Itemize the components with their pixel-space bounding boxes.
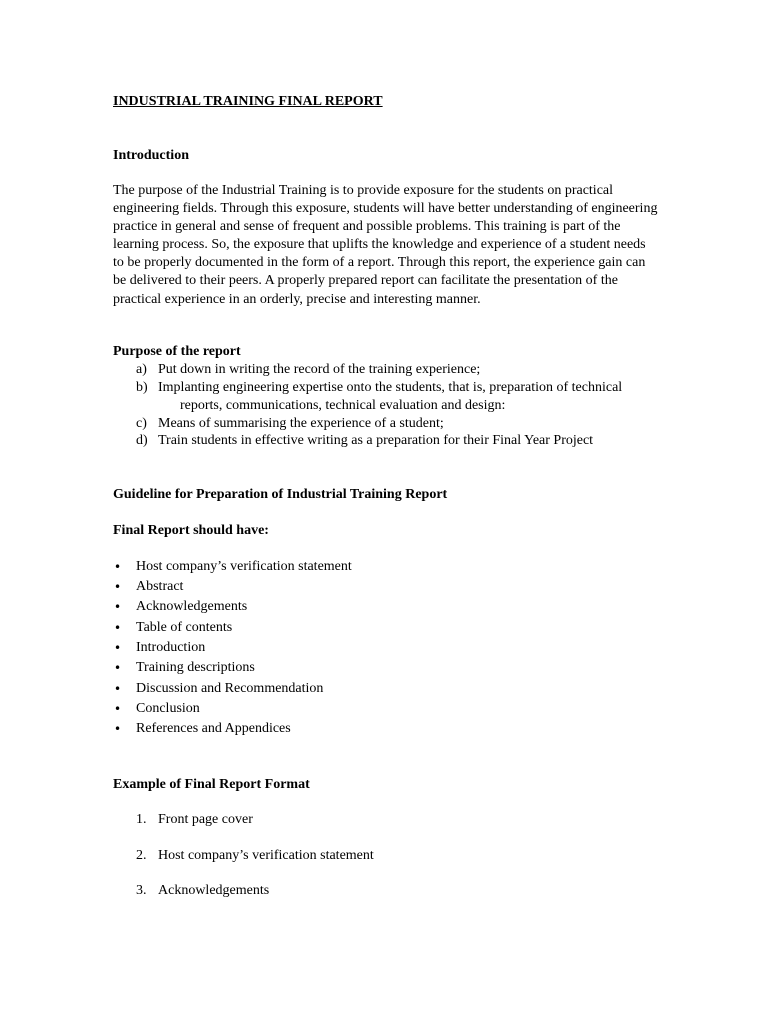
- final-report-subheading: Final Report should have:: [113, 523, 269, 538]
- introduction-paragraph: [113, 182, 713, 309]
- purpose-item-text: Train students in effective writing as a preparation for their Final Year Project: [158, 433, 594, 448]
- list-item: Abstract: [136, 579, 184, 594]
- purpose-item-text: Means of summarising the experience of a student;: [158, 416, 444, 431]
- introduction-heading: Introduction: [113, 148, 189, 163]
- example-item-number: 1.: [136, 812, 147, 827]
- bullet-icon: •: [114, 560, 122, 574]
- intro-line: practical experience in an orderly, precise and interesting manner.: [113, 291, 481, 307]
- bullet-icon: •: [114, 580, 122, 594]
- intro-line: learning process. So, the exposure that uplifts the knowledge and experience of a student needs: [113, 237, 646, 253]
- guideline-heading: Guideline for Preparation of Industrial Training Report: [113, 487, 448, 502]
- document-title: INDUSTRIAL TRAINING FINAL REPORT: [113, 94, 383, 109]
- purpose-item-text: Implanting engineering expertise onto the students, that is, preparation of technical: [158, 380, 623, 395]
- example-item-number: 3.: [136, 883, 147, 898]
- bullet-icon: •: [114, 722, 122, 736]
- intro-line: be delivered to their peers. A properly prepared report can facilitate the presentation of the: [113, 273, 618, 289]
- example-item-text: Host company’s verification statement: [158, 848, 374, 863]
- purpose-item-label: a): [136, 362, 147, 377]
- intro-line: engineering fields. Through this exposure, students will have better understanding of engineering: [113, 201, 658, 217]
- purpose-item-continuation: reports, communications, technical evaluation and design:: [180, 398, 506, 413]
- intro-line: practice in general and sense of frequent and possible problems. This training is part of the: [113, 219, 621, 235]
- bullet-icon: •: [114, 621, 122, 635]
- bullet-icon: •: [114, 641, 122, 655]
- list-item: References and Appendices: [136, 721, 291, 736]
- purpose-item-label: d): [136, 433, 148, 448]
- intro-line: The purpose of the Industrial Training is to provide exposure for the students on practical: [113, 183, 614, 198]
- purpose-heading: Purpose of the report: [113, 344, 241, 359]
- purpose-item-label: b): [136, 380, 148, 395]
- bullet-icon: •: [114, 600, 122, 614]
- example-item-number: 2.: [136, 848, 147, 863]
- example-heading: Example of Final Report Format: [113, 777, 310, 792]
- bullet-icon: •: [114, 702, 122, 716]
- purpose-item-text: Put down in writing the record of the training experience;: [158, 362, 481, 377]
- list-item: Conclusion: [136, 701, 200, 716]
- list-item: Acknowledgements: [136, 599, 248, 614]
- list-item: Introduction: [136, 640, 206, 655]
- intro-line: to be properly documented in the form of a report. Through this report, the experience gain can: [113, 255, 646, 271]
- list-item: Host company’s verification statement: [136, 559, 352, 574]
- example-item-text: Front page cover: [158, 812, 253, 827]
- bullet-icon: •: [114, 682, 122, 696]
- purpose-item-label: c): [136, 416, 147, 431]
- list-item: Training descriptions: [136, 660, 255, 675]
- list-item: Table of contents: [136, 620, 233, 635]
- example-item-text: Acknowledgements: [158, 883, 270, 898]
- bullet-icon: •: [114, 661, 122, 675]
- list-item: Discussion and Recommendation: [136, 681, 324, 696]
